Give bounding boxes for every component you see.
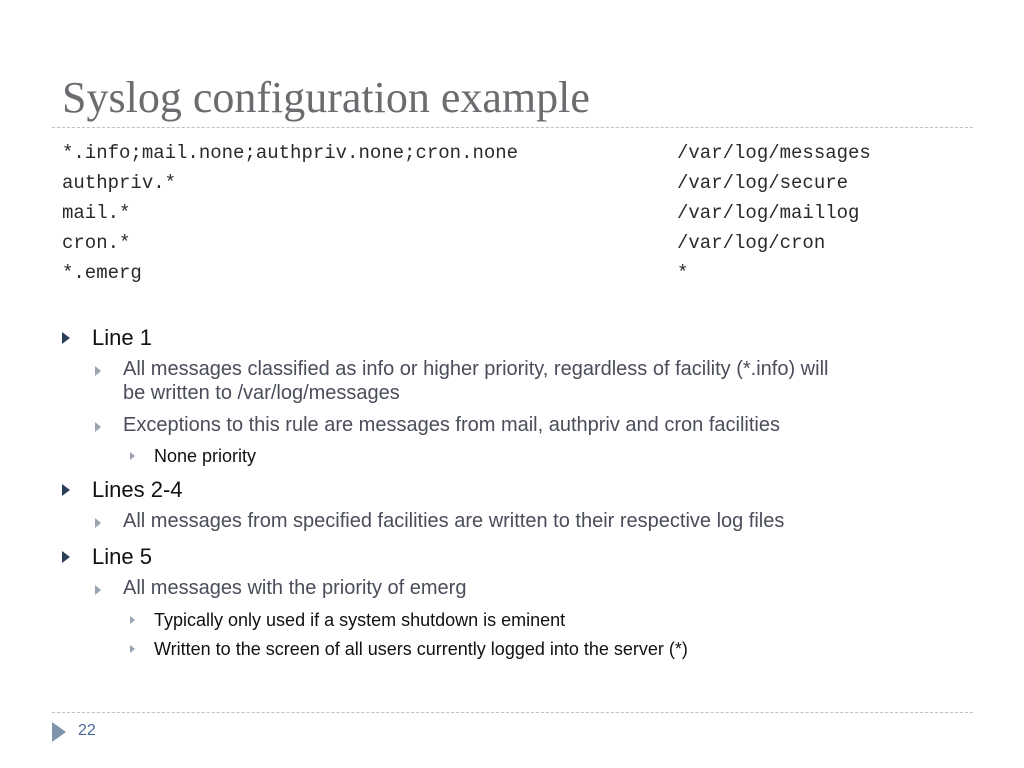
config-action: /var/log/messages [677,142,871,164]
config-line [62,198,962,228]
bullet-heading: Line 1 [92,325,152,350]
config-selector: cron.* [62,232,131,254]
footer-divider [52,712,973,713]
config-selector: *.emerg [62,262,142,284]
config-line [62,138,962,168]
triangle-right-icon [62,484,70,496]
detail-bullet-text: Typically only used if a system shutdown is eminent [154,610,566,630]
triangle-right-icon [95,422,101,432]
triangle-right-icon [62,332,70,344]
config-selector: mail.* [62,202,131,224]
detail-bullet-text: Written to the screen of all users currently logged into the server (*) [154,639,688,659]
config-selector: *.info;mail.none;authpriv.none;cron.none [62,142,519,164]
triangle-right-icon [130,616,135,624]
config-line [62,228,962,258]
sub-bullet-text: Exceptions to this rule are messages from mail, authpriv and cron facilities [123,414,780,436]
sub-bullet-text: All messages from specified facilities are written to their respective log files [123,510,785,532]
slide-title: Syslog configuration example [62,73,590,122]
slide-number: 22 [78,722,96,739]
title-divider [52,127,973,128]
bullet-heading: Line 5 [92,544,152,569]
triangle-right-icon [95,585,101,595]
config-line [62,258,962,288]
bullet-heading: Lines 2-4 [92,477,183,502]
sub-bullet-text: be written to /var/log/messages [123,382,400,404]
detail-bullet-text: None priority [154,446,257,466]
config-action: /var/log/secure [677,172,849,194]
triangle-right-icon [130,452,135,460]
sub-bullet-text: All messages with the priority of emerg [123,577,467,599]
config-action: /var/log/cron [677,232,826,254]
triangle-right-icon [95,518,101,528]
config-block [62,138,962,288]
triangle-right-icon [130,645,135,653]
config-line [62,168,962,198]
config-selector: authpriv.* [62,172,177,194]
triangle-right-icon [62,551,70,563]
triangle-right-icon [95,366,101,376]
triangle-right-icon [52,722,66,742]
sub-bullet-text: All messages classified as info or higher priority, regardless of facility (*.info) will [123,358,829,380]
config-action: /var/log/maillog [677,202,860,224]
config-action: * [677,262,689,284]
